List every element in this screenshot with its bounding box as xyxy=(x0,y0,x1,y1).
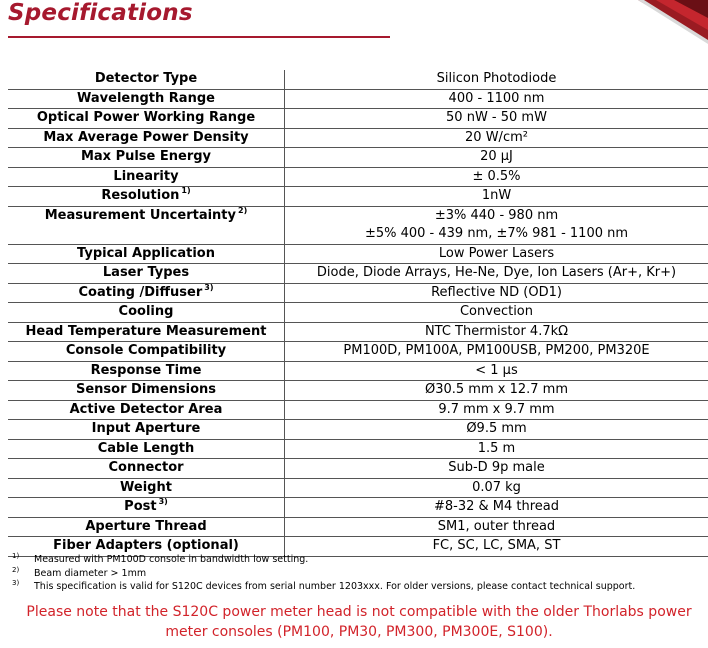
spec-label: Max Pulse Energy xyxy=(80,149,212,164)
spec-row xyxy=(8,89,708,109)
spec-row xyxy=(8,167,708,187)
spec-value-cell xyxy=(285,109,708,129)
footnote-mark: 2) xyxy=(12,565,20,574)
spec-label-cell xyxy=(8,109,285,129)
spec-value-cell xyxy=(285,244,708,264)
footnote-text: This specification is valid for S120C devices from serial number 1203xxx. For older versions, please contact technical support. xyxy=(34,581,636,592)
footnote-ref: 3) xyxy=(158,497,168,506)
spec-label-cell xyxy=(8,70,285,89)
spec-label-cell xyxy=(8,459,285,479)
spec-value-cell xyxy=(285,459,708,479)
spec-label-cell xyxy=(8,381,285,401)
spec-value-cell xyxy=(285,478,708,498)
spec-row xyxy=(8,70,708,89)
spec-label-cell xyxy=(8,517,285,537)
spec-value: #8-32 & M4 thread xyxy=(433,499,560,514)
footnote-ref: 2) xyxy=(238,205,248,215)
spec-label-cell xyxy=(8,400,285,420)
spec-value-cell xyxy=(285,70,708,89)
spec-value-cell xyxy=(285,420,708,440)
spec-label-cell xyxy=(8,322,285,342)
spec-value: 400 - 1100 nm xyxy=(448,90,545,106)
compatibility-warning xyxy=(14,602,704,642)
spec-value: Sub-D 9p male xyxy=(448,460,545,475)
spec-label: Laser Types xyxy=(102,265,190,280)
footnote-text: Beam diameter > 1mm xyxy=(34,567,147,579)
spec-label: Cooling xyxy=(118,304,174,319)
spec-label-cell xyxy=(8,420,285,440)
spec-value: < 1 µs xyxy=(475,362,518,378)
spec-value: ±5% 400 - 439 nm, ±7% 981 - 1100 nm xyxy=(364,226,629,241)
spec-row xyxy=(8,283,708,303)
spec-label: Resolution xyxy=(101,188,180,203)
spec-row xyxy=(8,498,708,518)
spec-label: Input Aperture xyxy=(91,421,201,436)
spec-value-cell xyxy=(285,342,708,362)
spec-value: 50 nW - 50 mW xyxy=(446,110,547,125)
spec-value: Silicon Photodiode xyxy=(436,71,557,86)
warning-line-2: meter consoles (PM100, PM30, PM300, PM300E, S100). xyxy=(165,624,553,640)
spec-row xyxy=(8,517,708,537)
spec-value-cell xyxy=(285,400,708,420)
spec-label-cell xyxy=(8,283,285,303)
spec-value-cell xyxy=(285,89,708,109)
title-underline xyxy=(8,36,390,38)
spec-value-cell xyxy=(285,283,708,303)
footnotes xyxy=(12,553,702,594)
spec-label: Measurement Uncertainty xyxy=(44,207,236,223)
spec-value-cell xyxy=(285,206,708,244)
spec-row xyxy=(8,400,708,420)
footnote-text: Measured with PM100D console in bandwidth low setting. xyxy=(34,554,309,565)
warning-line-1: Please note that the S120C power meter head is not compatible with the older Thorlabs power xyxy=(26,604,692,620)
spec-value-cell xyxy=(285,264,708,284)
spec-label: Post xyxy=(124,499,157,514)
spec-value: 20 µJ xyxy=(480,149,513,164)
spec-value: Convection xyxy=(459,304,533,319)
spec-value: ±3% 440 - 980 nm xyxy=(434,207,559,223)
spec-value: ± 0.5% xyxy=(472,168,521,184)
spec-row xyxy=(8,478,708,498)
spec-value-cell xyxy=(285,148,708,168)
spec-value-cell xyxy=(285,361,708,381)
spec-label-cell xyxy=(8,206,285,244)
spec-value: 1nW xyxy=(481,188,512,203)
spec-row xyxy=(8,187,708,207)
spec-table-container xyxy=(8,70,708,557)
spec-value: Ø30.5 mm x 12.7 mm xyxy=(425,382,568,397)
spec-value: FC, SC, LC, SMA, ST xyxy=(432,538,561,553)
spec-label: Coating /Diffuser xyxy=(78,284,203,300)
spec-label: Console Compatibility xyxy=(65,343,227,358)
spec-value: Ø9.5 mm xyxy=(466,421,527,436)
footnote xyxy=(12,553,702,567)
spec-label: Active Detector Area xyxy=(69,401,223,417)
spec-label-cell xyxy=(8,498,285,518)
spec-table xyxy=(8,70,708,557)
spec-label-cell xyxy=(8,148,285,168)
spec-label: Aperture Thread xyxy=(85,518,207,534)
spec-label-cell xyxy=(8,89,285,109)
spec-value: Low Power Lasers xyxy=(438,245,555,261)
spec-label-cell xyxy=(8,128,285,148)
spec-value-cell xyxy=(285,439,708,459)
spec-row xyxy=(8,439,708,459)
spec-value: Diode, Diode Arrays, He-Ne, Dye, Ion Lasers (Ar+, Kr+) xyxy=(316,265,677,280)
spec-label-cell xyxy=(8,264,285,284)
spec-row xyxy=(8,381,708,401)
footnote-ref: 3) xyxy=(204,282,214,292)
spec-value-cell xyxy=(285,128,708,148)
spec-label: Head Temperature Measurement xyxy=(25,323,267,339)
spec-row xyxy=(8,420,708,440)
spec-row xyxy=(8,128,708,148)
spec-label-cell xyxy=(8,303,285,323)
spec-label: Optical Power Working Range xyxy=(36,110,256,125)
spec-label: Response Time xyxy=(90,362,202,378)
spec-label: Detector Type xyxy=(94,71,198,86)
spec-row xyxy=(8,303,708,323)
spec-row xyxy=(8,244,708,264)
page-title: Specifications xyxy=(8,0,193,26)
spec-label-cell xyxy=(8,342,285,362)
spec-value: NTC Thermistor 4.7kΩ xyxy=(424,323,569,339)
spec-label-cell xyxy=(8,187,285,207)
spec-value-cell xyxy=(285,498,708,518)
spec-label-cell xyxy=(8,244,285,264)
spec-value: SM1, outer thread xyxy=(437,518,556,534)
spec-row xyxy=(8,361,708,381)
spec-label: Cable Length xyxy=(97,440,195,456)
spec-label: Max Average Power Density xyxy=(43,129,249,145)
spec-value-cell xyxy=(285,303,708,323)
spec-value-cell xyxy=(285,167,708,187)
spec-row xyxy=(8,342,708,362)
spec-label: Wavelength Range xyxy=(77,90,215,106)
spec-value: 20 W/cm² xyxy=(465,129,528,145)
spec-value-cell xyxy=(285,187,708,207)
spec-label: Typical Application xyxy=(77,245,215,261)
footnote-ref: 1) xyxy=(181,186,191,195)
spec-row xyxy=(8,264,708,284)
spec-label-cell xyxy=(8,167,285,187)
spec-value: Reflective ND (OD1) xyxy=(431,284,562,300)
spec-row xyxy=(8,459,708,479)
corner-decoration xyxy=(578,0,708,70)
spec-label: Fiber Adapters (optional) xyxy=(53,538,239,553)
spec-label: Weight xyxy=(120,479,172,495)
spec-row xyxy=(8,322,708,342)
spec-row xyxy=(8,206,708,244)
spec-label-cell xyxy=(8,439,285,459)
spec-label: Connector xyxy=(108,460,184,475)
spec-value-cell xyxy=(285,381,708,401)
spec-value: 1.5 m xyxy=(477,440,516,456)
spec-value-cell xyxy=(285,322,708,342)
spec-value-cell xyxy=(285,517,708,537)
footnote xyxy=(12,567,702,581)
spec-value: 0.07 kg xyxy=(472,479,521,495)
spec-label-cell xyxy=(8,361,285,381)
footnote xyxy=(12,580,702,594)
spec-label-cell xyxy=(8,478,285,498)
spec-label: Linearity xyxy=(113,168,179,184)
spec-label: Sensor Dimensions xyxy=(75,382,217,397)
footnote-mark: 3) xyxy=(12,579,20,587)
spec-value: 9.7 mm x 9.7 mm xyxy=(438,401,555,417)
spec-row xyxy=(8,109,708,129)
spec-row xyxy=(8,148,708,168)
footnote-mark: 1) xyxy=(12,552,20,560)
spec-value: PM100D, PM100A, PM100USB, PM200, PM320E xyxy=(343,343,650,358)
